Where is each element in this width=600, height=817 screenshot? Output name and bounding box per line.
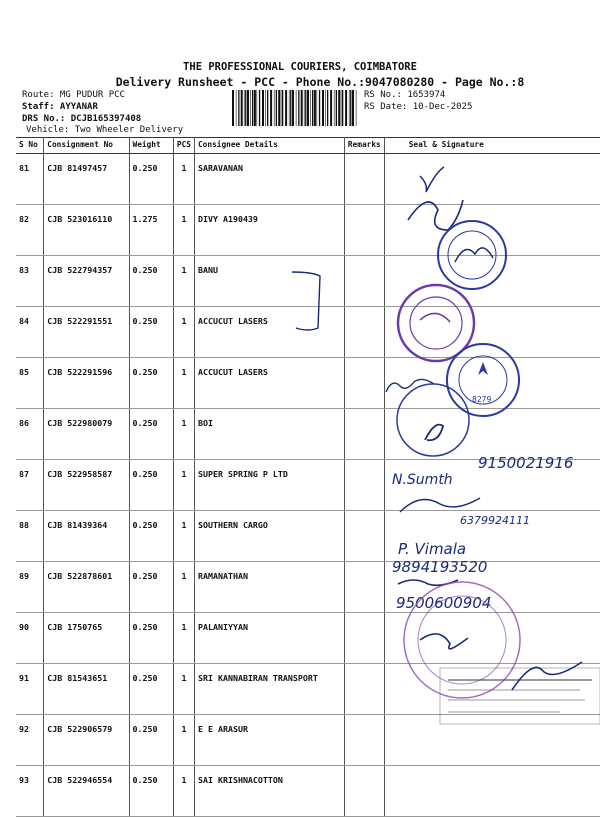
row-consignee: SRI KANNABIRAN TRANSPORT xyxy=(194,664,344,715)
barcode-bar xyxy=(356,90,357,126)
row-consignee: ACCUCUT LASERS xyxy=(194,307,344,358)
barcode-bar xyxy=(278,90,280,126)
table-row xyxy=(16,460,600,511)
barcode-bar xyxy=(296,90,297,126)
rs-number: RS No.: 1653974 xyxy=(364,90,446,100)
barcode xyxy=(232,90,360,126)
row-remarks xyxy=(344,766,384,817)
row-consignment: CJB 1750765 xyxy=(44,613,129,664)
row-pcs: 1 xyxy=(173,664,194,715)
row-weight: 0.250 xyxy=(129,358,173,409)
col-consignee: Consignee Details xyxy=(194,138,344,154)
row-consignment: CJB 522794357 xyxy=(44,256,129,307)
barcode-bar xyxy=(250,90,251,126)
row-remarks xyxy=(344,358,384,409)
row-consignment: CJB 81543651 xyxy=(44,664,129,715)
row-seal xyxy=(384,358,600,409)
row-remarks xyxy=(344,715,384,766)
row-consignee: SUPER SPRING P LTD xyxy=(194,460,344,511)
row-remarks xyxy=(344,154,384,205)
barcode-bar xyxy=(312,90,313,126)
row-remarks xyxy=(344,511,384,562)
col-seal: Seal & Signature xyxy=(384,138,600,154)
row-pcs: 1 xyxy=(173,307,194,358)
handwritten-name: N.Sumth xyxy=(392,472,453,488)
table-row xyxy=(16,664,600,715)
barcode-bar xyxy=(290,90,291,126)
row-consignee: SOUTHERN CARGO xyxy=(194,511,344,562)
row-consignee: PALANIYYAN xyxy=(194,613,344,664)
barcode-bar xyxy=(310,90,311,126)
row-pcs: 1 xyxy=(173,715,194,766)
barcode-bar xyxy=(292,90,294,126)
row-remarks xyxy=(344,562,384,613)
row-consignee: E E ARASUR xyxy=(194,715,344,766)
row-seal xyxy=(384,460,600,511)
row-sno: 88 xyxy=(16,511,44,562)
row-consignment: CJB 523016110 xyxy=(44,205,129,256)
table-row xyxy=(16,511,600,562)
row-remarks xyxy=(344,307,384,358)
row-weight: 0.250 xyxy=(129,664,173,715)
barcode-bar xyxy=(298,90,299,126)
table-row xyxy=(16,256,600,307)
row-remarks xyxy=(344,664,384,715)
row-weight: 0.250 xyxy=(129,613,173,664)
col-pcs: PCS xyxy=(173,138,194,154)
staff-label: Staff: AYYANAR xyxy=(22,102,98,112)
barcode-bar xyxy=(349,90,350,126)
row-sno: 89 xyxy=(16,562,44,613)
barcode-bar xyxy=(342,90,343,126)
row-remarks xyxy=(344,460,384,511)
row-consignment: CJB 522291551 xyxy=(44,307,129,358)
row-sno: 84 xyxy=(16,307,44,358)
row-consignment: CJB 81497457 xyxy=(44,154,129,205)
row-weight: 0.250 xyxy=(129,307,173,358)
table-row xyxy=(16,613,600,664)
row-seal xyxy=(384,256,600,307)
handwritten-phone: 9500600904 xyxy=(396,594,492,612)
barcode-bar xyxy=(247,90,249,126)
row-weight: 0.250 xyxy=(129,715,173,766)
row-remarks xyxy=(344,205,384,256)
handwritten-phone: 9150021916 xyxy=(478,454,574,472)
row-pcs: 1 xyxy=(173,409,194,460)
barcode-bar xyxy=(322,90,324,126)
row-consignee: DIVY A190439 xyxy=(194,205,344,256)
row-sno: 81 xyxy=(16,154,44,205)
row-weight: 0.250 xyxy=(129,766,173,817)
barcode-bar xyxy=(276,90,277,126)
row-weight: 1.275 xyxy=(129,205,173,256)
barcode-bar xyxy=(317,90,318,126)
col-consignment: Consignment No xyxy=(44,138,129,154)
row-seal xyxy=(384,562,600,613)
row-sno: 85 xyxy=(16,358,44,409)
row-seal xyxy=(384,664,600,715)
row-pcs: 1 xyxy=(173,562,194,613)
table-header xyxy=(16,138,600,154)
row-seal xyxy=(384,307,600,358)
barcode-bar xyxy=(325,90,326,126)
table-row xyxy=(16,715,600,766)
row-remarks xyxy=(344,613,384,664)
row-sno: 86 xyxy=(16,409,44,460)
barcode-bar xyxy=(241,90,243,126)
barcode-bar xyxy=(345,90,347,126)
row-sno: 92 xyxy=(16,715,44,766)
col-sno: S No xyxy=(16,138,44,154)
barcode-bar xyxy=(257,90,258,126)
drs-label: DRS No.: DCJB165397408 xyxy=(22,114,142,124)
barcode-bar xyxy=(305,90,306,126)
row-pcs: 1 xyxy=(173,256,194,307)
barcode-bar xyxy=(244,90,245,126)
row-weight: 0.250 xyxy=(129,511,173,562)
barcode-bar xyxy=(267,90,268,126)
row-seal xyxy=(384,205,600,256)
vehicle-label: Vehicle: Two Wheeler Delivery xyxy=(26,125,184,135)
barcode-bar xyxy=(259,90,260,126)
row-seal xyxy=(384,613,600,664)
row-seal xyxy=(384,409,600,460)
row-pcs: 1 xyxy=(173,358,194,409)
barcode-bar xyxy=(270,90,272,126)
barcode-bar xyxy=(327,90,328,126)
barcode-bar xyxy=(314,90,316,126)
barcode-bar xyxy=(304,90,305,126)
row-pcs: 1 xyxy=(173,613,194,664)
table-row xyxy=(16,409,600,460)
row-consignee: SAI KRISHNACOTTON xyxy=(194,766,344,817)
barcode-bar xyxy=(281,90,282,126)
row-seal xyxy=(384,511,600,562)
barcode-bar xyxy=(262,90,264,126)
table-row xyxy=(16,154,600,205)
handwritten-phone: 9894193520 xyxy=(392,558,488,576)
row-remarks xyxy=(344,256,384,307)
row-sno: 87 xyxy=(16,460,44,511)
row-consignment: CJB 522958587 xyxy=(44,460,129,511)
col-remarks: Remarks xyxy=(344,138,384,154)
barcode-bar xyxy=(245,90,246,126)
row-sno: 83 xyxy=(16,256,44,307)
row-seal xyxy=(384,715,600,766)
barcode-bar xyxy=(282,90,283,126)
row-consignment: CJB 522946554 xyxy=(44,766,129,817)
barcode-bar xyxy=(232,90,234,126)
row-pcs: 1 xyxy=(173,511,194,562)
route-label: Route: MG PUDUR PCC xyxy=(22,90,125,100)
row-consignee: SARAVANAN xyxy=(194,154,344,205)
barcode-bar xyxy=(341,90,342,126)
barcode-bar xyxy=(285,90,287,126)
handwritten-phone: 6379924111 xyxy=(460,514,530,527)
row-pcs: 1 xyxy=(173,154,194,205)
row-sno: 93 xyxy=(16,766,44,817)
barcode-bar xyxy=(289,90,290,126)
row-pcs: 1 xyxy=(173,766,194,817)
row-consignee: ACCUCUT LASERS xyxy=(194,358,344,409)
col-weight: Weight xyxy=(129,138,173,154)
row-sno: 90 xyxy=(16,613,44,664)
row-seal xyxy=(384,766,600,817)
barcode-bar xyxy=(338,90,340,126)
row-consignment: CJB 522906579 xyxy=(44,715,129,766)
row-consignee: BANU xyxy=(194,256,344,307)
table-row xyxy=(16,205,600,256)
rs-date: RS Date: 10-Dec-2025 xyxy=(364,102,473,112)
barcode-bar xyxy=(252,90,253,126)
barcode-bar xyxy=(274,90,275,126)
table-row xyxy=(16,766,600,817)
row-pcs: 1 xyxy=(173,460,194,511)
table-row xyxy=(16,307,600,358)
barcode-bar xyxy=(319,90,320,126)
runsheet-table xyxy=(16,137,600,817)
barcode-bar xyxy=(301,90,303,126)
row-consignment: CJB 522878601 xyxy=(44,562,129,613)
row-weight: 0.250 xyxy=(129,409,173,460)
handwritten-name: P. Vimala xyxy=(398,540,467,558)
row-consignment: CJB 81439364 xyxy=(44,511,129,562)
barcode-bar xyxy=(334,90,335,126)
row-consignee: BOI xyxy=(194,409,344,460)
barcode-bar xyxy=(238,90,239,126)
barcode-bar xyxy=(265,90,266,126)
barcode-bar xyxy=(236,90,237,126)
row-sno: 82 xyxy=(16,205,44,256)
barcode-bar xyxy=(307,90,309,126)
barcode-bar xyxy=(352,90,354,126)
barcode-bar xyxy=(254,90,256,126)
barcode-bar xyxy=(350,90,351,126)
row-weight: 0.250 xyxy=(129,154,173,205)
row-seal xyxy=(384,154,600,205)
row-pcs: 1 xyxy=(173,205,194,256)
row-consignment: CJB 522291596 xyxy=(44,358,129,409)
row-remarks xyxy=(344,409,384,460)
row-consignee: RAMANATHAN xyxy=(194,562,344,613)
table-row xyxy=(16,562,600,613)
barcode-bar xyxy=(336,90,337,126)
table-row xyxy=(16,358,600,409)
barcode-bar xyxy=(330,90,332,126)
runsheet-subtitle: Delivery Runsheet - PCC - Phone No.:9047080280 - Page No.:8 xyxy=(115,75,525,89)
row-sno: 91 xyxy=(16,664,44,715)
row-weight: 0.250 xyxy=(129,460,173,511)
row-weight: 0.250 xyxy=(129,256,173,307)
bank-stamp-number: 8279 xyxy=(472,395,492,404)
row-weight: 0.250 xyxy=(129,562,173,613)
company-title: THE PROFESSIONAL COURIERS, COIMBATORE xyxy=(183,61,417,73)
row-consignment: CJB 522980079 xyxy=(44,409,129,460)
